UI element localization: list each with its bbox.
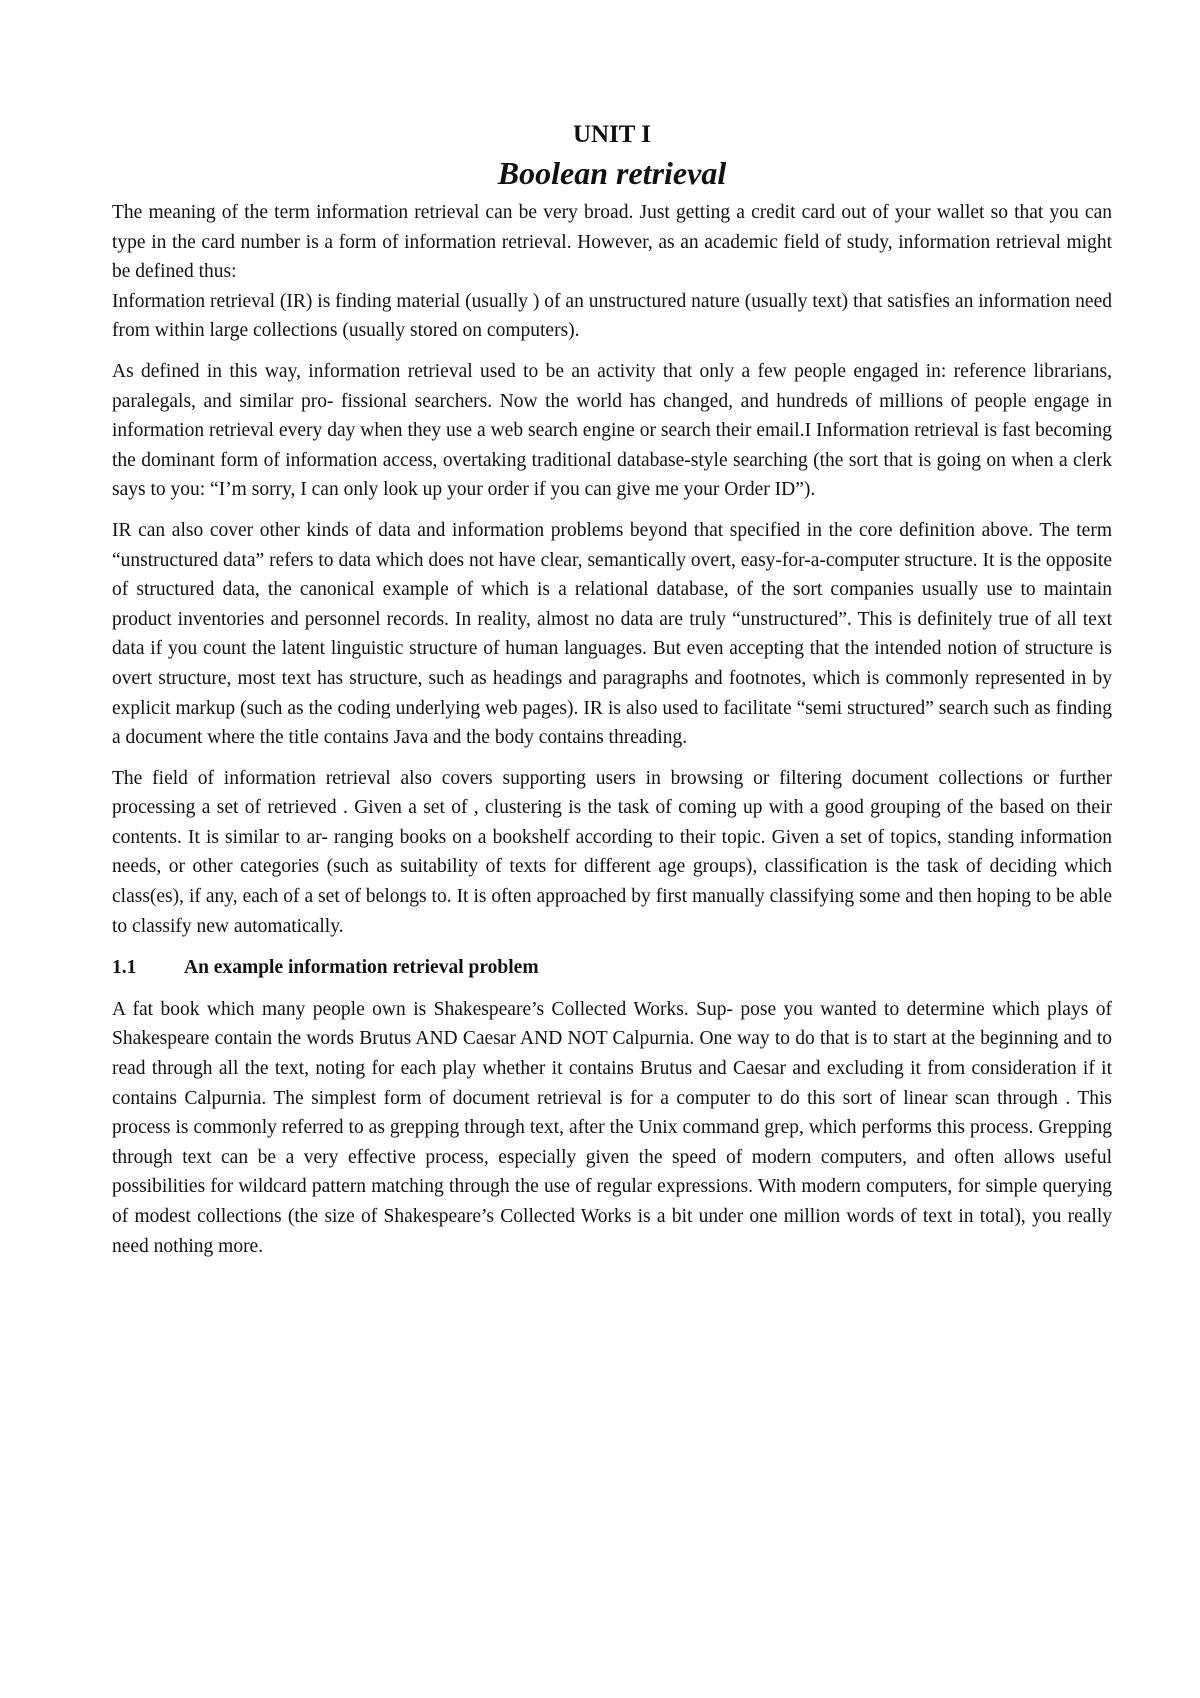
chapter-title: Boolean retrieval xyxy=(497,155,727,191)
unit-label: UNIT I xyxy=(572,121,652,148)
section-heading xyxy=(112,953,1112,983)
section-title: An example information retrieval problem xyxy=(184,957,539,979)
example-paragraph: A fat book which many people own is Shakespeare’s Collected Works. Sup- pose you wanted to determine which plays of Shakespeare contain the words Brutus AND Caesar AND NOT Calpurnia. One way to do that is to start at the beginning and to read through all the text, noting for each play whether it contains Brutus and Caesar and excluding it from consideration if it contains Calpurnia. The simplest form of document retrieval is for a computer to do this sort of linear scan through . This process is commonly referred to as grepping through text, after the Unix command grep, which performs this process. Grepping through text can be a very effective process, especially given the speed of modern computers, and often allows useful possibilities for wildcard pattern matching through the use of regular expressions. With modern computers, for simple querying of modest collections (the size of Shakespeare’s Collected Works is a bit under one million words of text in total), you really need nothing more. xyxy=(112,998,1112,1257)
history-paragraph: As defined in this way, information retrieval used to be an activity that only a few people engaged in: reference librarians, paralegals, and similar pro- fissional searchers. Now the world has changed, and hundreds of millions of people engage in information retrieval every day when they use a web search engine or search their email.I Information retrieval is fast becoming the dominant form of information access, overtaking traditional database-style searching (the sort that is going on when a clerk says to you: “I’m sorry, I can only look up your order if you can give me your Order ID”). xyxy=(112,360,1112,501)
unstructured-data-paragraph: IR can also cover other kinds of data and information problems beyond that specified in the core definition above. The term “unstructured data” refers to data which does not have clear, semantically overt, easy-for-a-computer structure. It is the opposite of structured data, the canonical example of which is a relational database, of the sort companies usually use to maintain product inventories and personnel records. In reality, almost no data are truly “unstructured”. This is definitely true of all text data if you count the latent linguistic structure of human languages. But even accepting that the intended notion of structure is overt structure, most text has structure, such as headings and paragraphs and footnotes, which is commonly represented in by explicit markup (such as the coding underlying web pages). IR is also used to facilitate “semi structured” search such as finding a document where the title contains Java and the body contains threading. xyxy=(112,519,1112,749)
intro-paragraph: The meaning of the term information retrieval can be very broad. Just getting a credit card out of your wallet so that you can type in the card number is a form of information retrieval. However, as an academic field of study, information retrieval might be defined thus: xyxy=(112,202,1112,283)
definition-paragraph: Information retrieval (IR) is finding material (usually ) of an unstructured nature (usually text) that satisfies an information need from within large collections (usually stored on computers). xyxy=(112,290,1112,342)
browsing-filtering-paragraph: The field of information retrieval also covers supporting users in browsing or filtering document collections or further processing a set of retrieved . Given a set of , clustering is the task of coming up with a good grouping of the based on their contents. It is similar to ar- ranging books on a bookshelf according to their topic. Given a set of topics, standing information needs, or other categories (such as suitability of texts for different age groups), classification is the task of deciding which class(es), if any, each of a set of belongs to. It is often approached by first manually classifying some and then hoping to be able to classify new automatically. xyxy=(112,767,1112,937)
section-number: 1.1 xyxy=(112,957,137,979)
document-page xyxy=(112,118,1112,1261)
